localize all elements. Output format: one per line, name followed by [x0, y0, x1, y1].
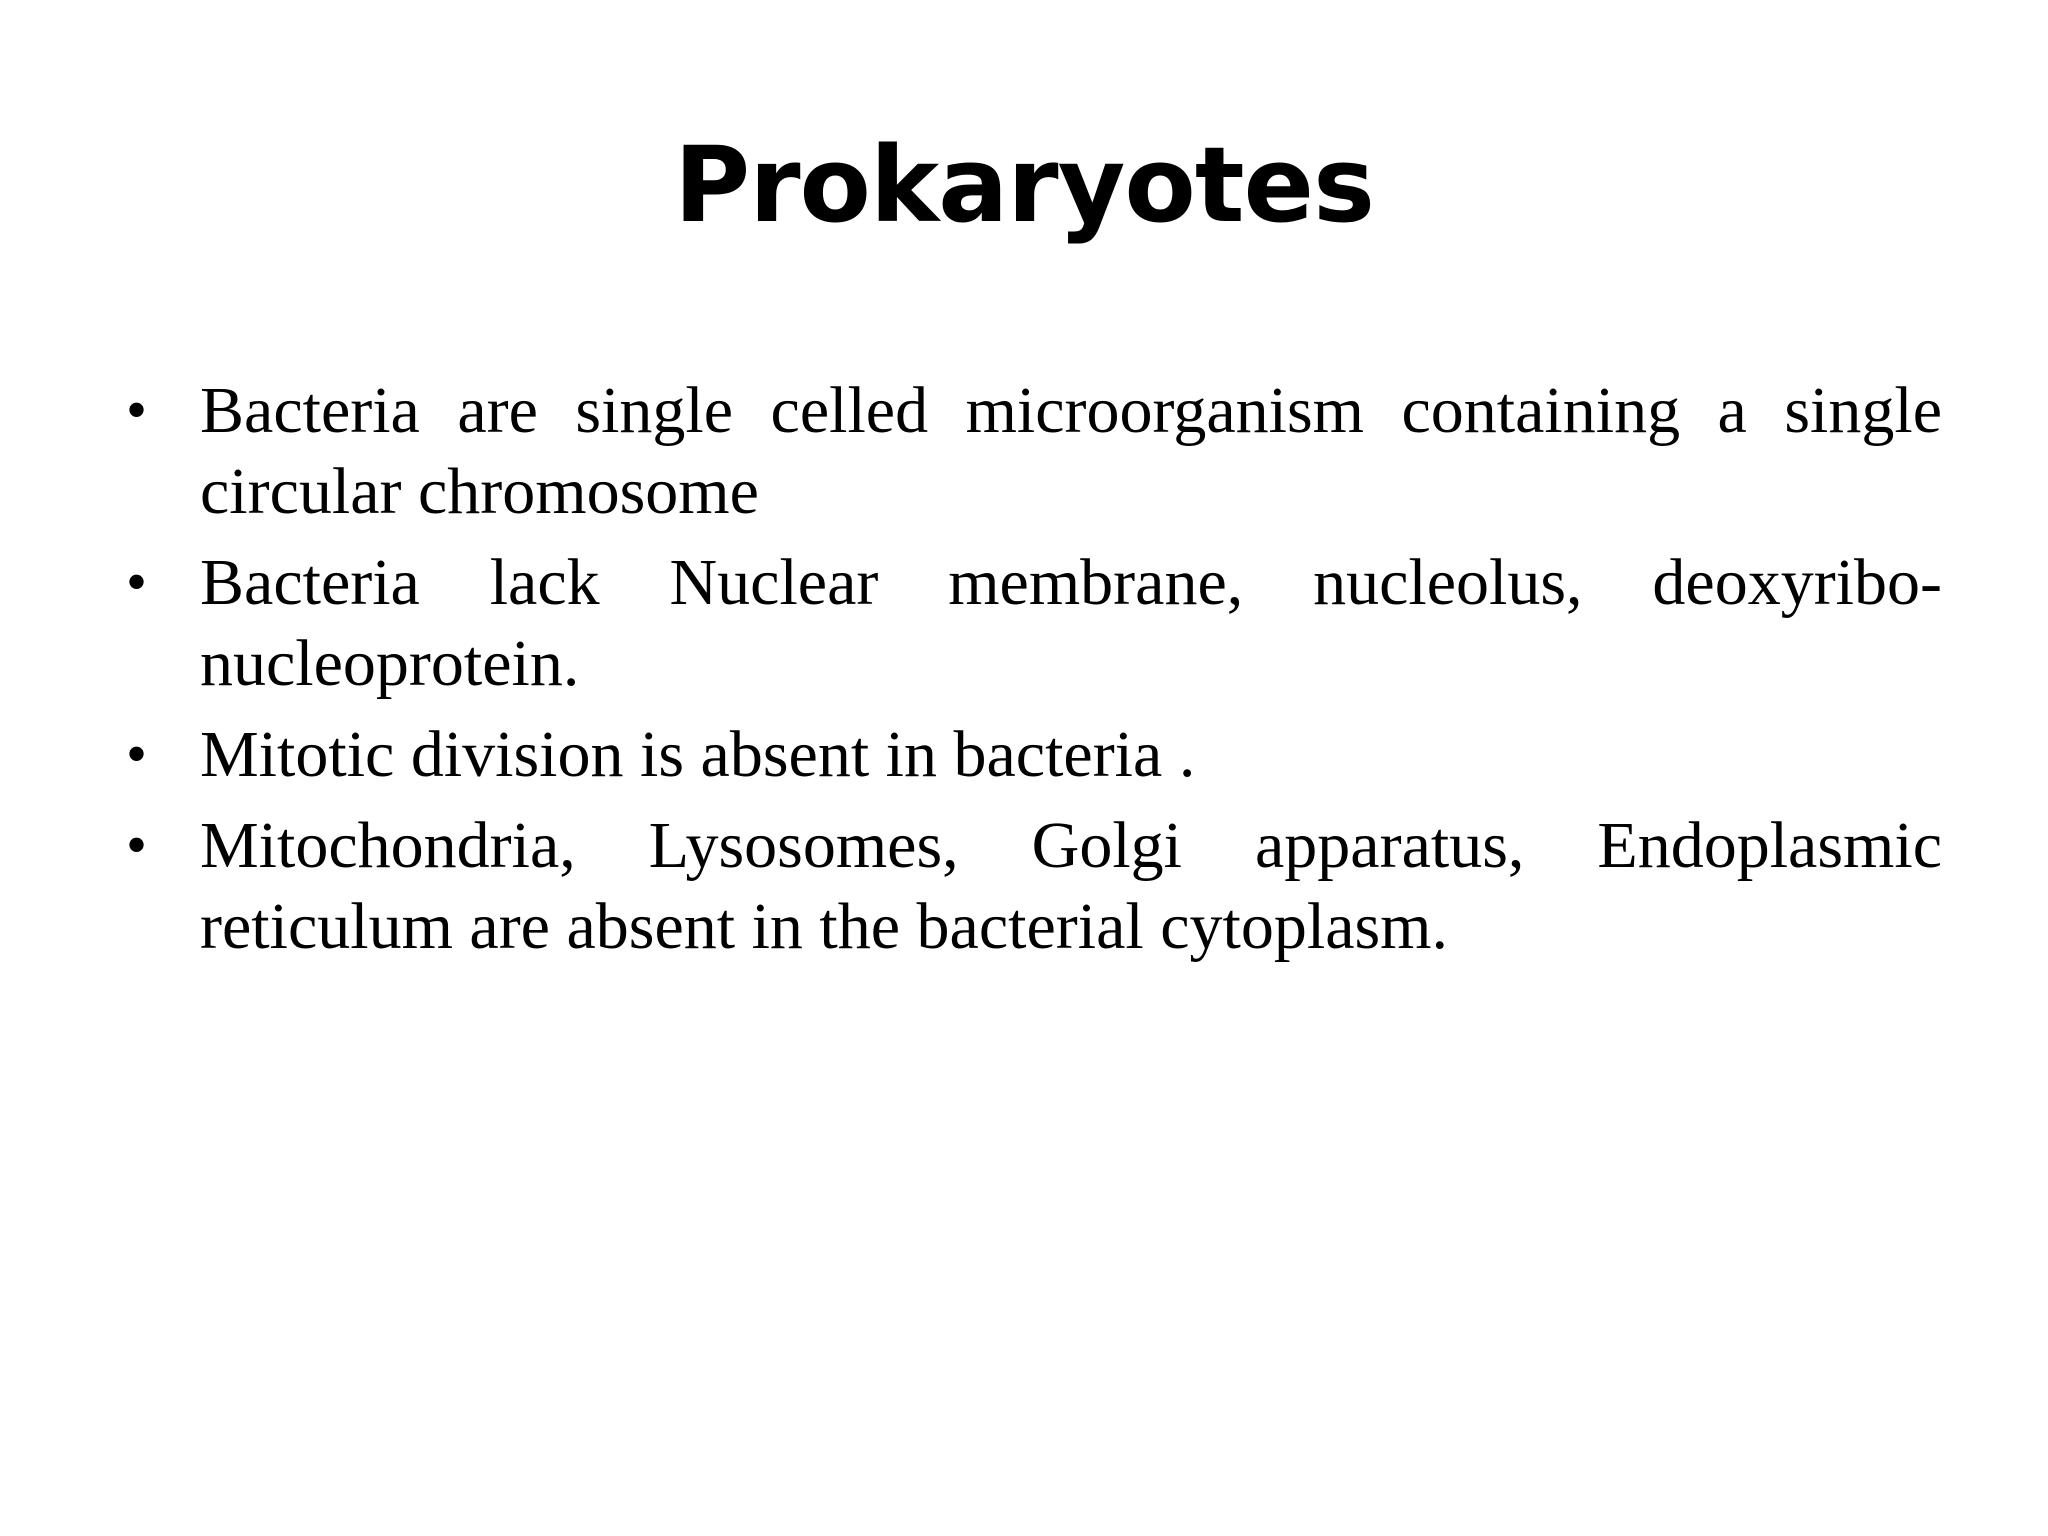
- bullet-text: Mitotic division is absent in bacteria .: [200, 718, 1196, 791]
- bullet-text: Bacteria are single celled microorganism containing a single circular chromosome: [200, 374, 1942, 528]
- bullet-point-icon: •: [126, 377, 148, 443]
- bullet-item: [120, 805, 1942, 967]
- bullet-point-icon: •: [126, 721, 148, 787]
- bullet-point-icon: •: [126, 549, 148, 615]
- bullet-item: [120, 370, 1942, 532]
- bullet-text: Mitochondria, Lysosomes, Golgi apparatus, Endoplasmic reticulum are absent in the bacterial cytoplasm.: [200, 809, 1942, 963]
- bullet-list: [120, 370, 1942, 977]
- bullet-point-icon: •: [126, 812, 148, 878]
- bullet-item: [120, 542, 1942, 704]
- bullet-item: [120, 714, 1942, 795]
- bullet-text: Bacteria lack Nuclear membrane, nucleolus, deoxyribo-nucleoprotein.: [200, 546, 1942, 700]
- slide-title: Prokaryotes: [674, 124, 1374, 246]
